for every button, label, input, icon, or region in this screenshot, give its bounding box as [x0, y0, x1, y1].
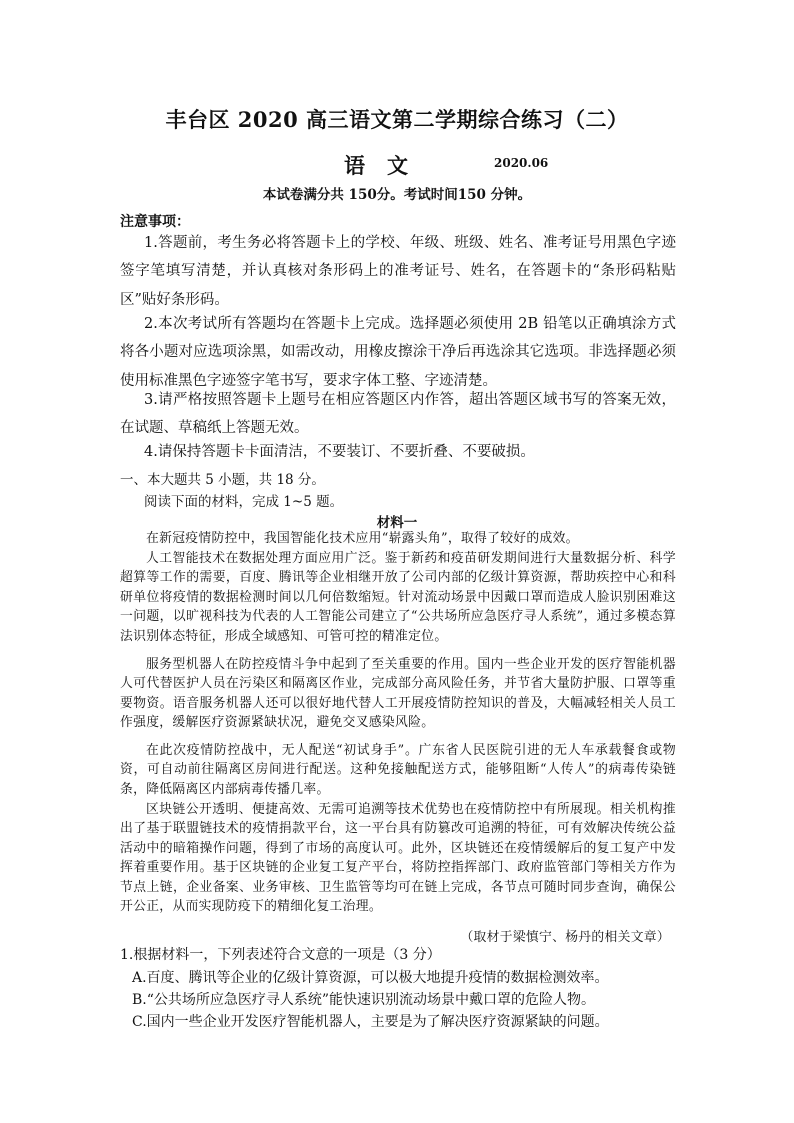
- exam-title: 丰台区 2020 高三语文第二学期综合练习（二）: [165, 107, 629, 132]
- material-paragraph: 在新冠疫情防控中，我国智能化技术应用“崭露头角”，取得了较好的成效。: [146, 531, 579, 546]
- exam-info: 本试卷满分共 150分。考试时间150 分钟。: [262, 187, 532, 203]
- exam-date: 2020.06: [494, 156, 549, 170]
- question-option-a: A.百度、腾讯等企业的亿级计算资源，可以极大地提升疫情的数据检测效率。: [132, 970, 609, 986]
- material-paragraph: 区块链公开透明、便捷高效、无需可追溯等技术优势也在疫情防控中有所展现。相关机构推出了基于联盟链技术的疫情捐款平台，这一平台具有防篡改可追溯的特征，可有效解决传统公益活动中的暗箱操作问题，得到了市场的高度认可。此外，区块链还在疫情缓解后的复工复产中发挥着重要作用。基于区块链的企业复工复产平台，将防控指挥部门、政府监管部门等相关方作为节点上链，企业备案、业务审核、卫生监管等均可在链上完成，各节点可随时同步查询，确保公开公正，从而实现防疫下的精细化复工治理。: [120, 802, 676, 915]
- material-paragraph: 服务型机器人在防控疫情斗争中起到了至关重要的作用。国内一些企业开发的医疗智能机器人可代替医护人员在污染区和隔离区作业，完成部分高风险任务，并节省大量防护服、口罩等重要物资。语音服务机器人还可以很好地代替人工开展疫情防控知识的普及，大幅减轻相关人员工作强度，缓解医疗资源紧缺状况，避免交叉感染风险。: [120, 657, 676, 731]
- question-stem: 1.根据材料一，下列表述符合文意的一项是（3 分）: [120, 947, 441, 963]
- subject-label: 语文: [344, 153, 430, 178]
- section-heading: 一、本大题共 5 小题，共 18 分。: [120, 472, 325, 488]
- material-paragraph: 在此次疫情防控战中，无人配送“初试身手”。广东省人民医院引进的无人车承载餐食或物资，可自动前往隔离区房间进行配送。这种免接触配送方式，能够阻断“人传人”的病毒传染链条，降低隔离区内部病毒传播几率。: [120, 743, 676, 797]
- question-option-b: B.“公共场所应急医疗寻人系统”能快速识别流动场景中戴口罩的危险人物。: [132, 992, 596, 1008]
- material-title: 材料一: [376, 515, 418, 531]
- question-option-c: C.国内一些企业开发医疗智能机器人，主要是为了解决医疗资源紧缺的问题。: [132, 1014, 609, 1030]
- material-source: （取材于梁慎宁、杨丹的相关文章）: [460, 930, 670, 945]
- notice-item: 3.请严格按照答题卡上题号在相应答题区内作答，超出答题区域书写的答案无效，在试题、草稿纸上答题无效。: [120, 392, 676, 437]
- notice-item: 4.请保持答题卡卡面清洁，不要装订、不要折叠、不要破损。: [144, 444, 535, 460]
- reading-instruction: 阅读下面的材料，完成 1~5 题。: [144, 494, 344, 510]
- material-paragraph: 人工智能技术在数据处理方面应用广泛。鉴于新药和疫苗研发期间进行大量数据分析、科学超算等工作的需要，百度、腾讯等企业相继开放了公司内部的亿级计算资源，帮助疾控中心和科研单位将疫情的数据检测时间以几何倍数缩短。针对流动场景中因戴口罩而造成人脸识别困难这一问题，以旷视科技为代表的人工智能公司建立了“公共场所应急医疗寻人系统”，通过多模态算法识别体态特征，形成全域感知、可管可控的精准定位。: [120, 551, 676, 644]
- notice-item: 2.本次考试所有答题均在答题卡上完成。选择题必须使用 2B 铅笔以正确填涂方式将各小题对应选项涂黑，如需改动，用橡皮擦涂干净后再选涂其它选项。非选择题必须使用标准黑色字迹签字笔书写，要求字体工整、字迹清楚。: [120, 316, 676, 389]
- notice-heading: 注意事项：: [120, 214, 190, 230]
- notice-item: 1.答题前，考生务必将答题卡上的学校、年级、班级、姓名、准考证号用黑色字迹签字笔填写清楚，并认真核对条形码上的准考证号、姓名，在答题卡的“条形码粘贴区”贴好条形码。: [120, 235, 676, 308]
